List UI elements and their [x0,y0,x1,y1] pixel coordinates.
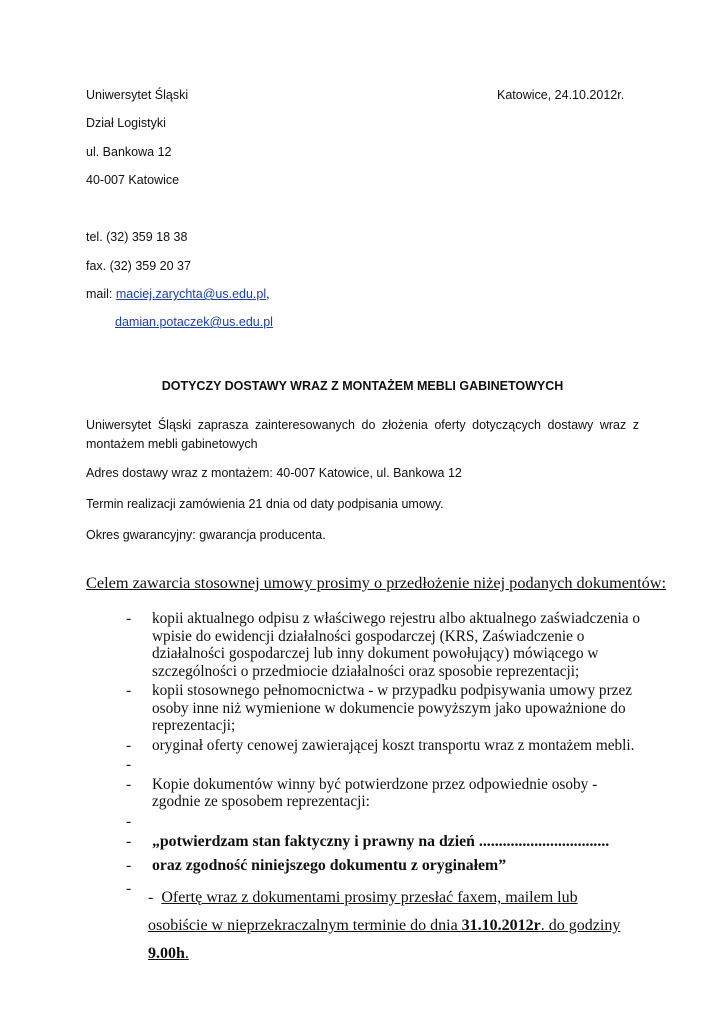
list-item [126,813,646,831]
document-title: DOTYCZY DOSTAWY WRAZ Z MONTAŻEM MEBLI GABINETOWYCH [161,379,564,393]
list-item [126,610,646,680]
final-text [148,889,620,962]
list-item-text: kopii stosownego pełnomocnictwa - w przypadku podpisywania umowy przez osoby inne niż wymienione w dokumencie powyższym jako upoważnione do reprezentacji; [152,682,633,734]
final-deadline-hour: 9.00h [148,945,185,962]
list-item [126,682,646,735]
sender-fax: fax. (32) 359 20 37 [86,259,191,273]
list-dash: - [126,610,132,627]
list-item-text: „potwierdzam stan faktyczny i prawny na dzień ................................. [152,833,610,850]
list-item [126,776,646,811]
final-text-part2: . do godziny [540,917,621,934]
list-item-text: oraz zgodność niniejszego dokumentu z oryginałem” [152,856,507,874]
list-dash: - [126,775,132,793]
sender-street: ul. Bankowa 12 [86,145,172,159]
warranty-line: Okres gwarancyjny: gwarancja producenta. [86,528,326,542]
documents-heading: Celem zawarcia stosownej umowy prosimy o przedłożenie niżej podanych dokumentów: [86,573,667,592]
sender-dept: Dział Logistyki [86,116,166,130]
sender-mail-line [86,287,270,301]
list-item-text: kopii aktualnego odpisu z właściwego rejestru albo aktualnego zaświadczenia o wpisie do ewidencji działalności gospodarczej (KRS, Zaświadczenie o działalności gospodarczej lub inny dokument powołujący) mówiącego w szczególności o przedmiocie działalności oraz sposobie reprezentacji; [152,610,641,680]
final-text-part1: Ofertę wraz z dokumentami prosimy przesłać faxem, mailem lub osobiście w nieprzekraczalnym terminie do dnia [148,889,578,934]
intro-paragraph: Uniwersytet Śląski zaprasza zainteresowanych do złożenia oferty dotyczących dostawy wraz z montażem mebli gabinetowych [86,418,639,451]
list-item-text: oryginał oferty cenowej zawierającej koszt transportu wraz z montażem mebli. [152,736,635,754]
email-link-1[interactable]: maciej.zarychta@us.edu.pl [115,287,267,301]
email-link-2[interactable]: damian.potaczek@us.edu.pl [115,315,273,329]
sender-org: Uniwersytet Śląski [86,88,189,102]
list-item [126,756,646,774]
list-dash: - [126,756,132,773]
final-deadline-date: 31.10.2012r [461,917,541,934]
list-dash: - [126,736,132,754]
address-line: Adres dostawy wraz z montażem: 40-007 Katowice, ul. Bankowa 12 [86,466,462,480]
list-item [126,737,646,755]
final-text-part3: . [184,945,189,962]
list-dash: - [126,682,132,699]
sender-tel: tel. (32) 359 18 38 [86,230,188,244]
list-dash: - [126,833,132,850]
list-item [126,833,646,851]
documents-list [126,610,646,898]
final-instruction [148,884,628,968]
final-dash: - [148,889,154,906]
list-item-text: Kopie dokumentów winny być potwierdzone przez odpowiednie osoby - zgodnie ze sposobem reprezentacji: [152,775,598,810]
place-date: Katowice, 24.10.2012r. [497,88,625,102]
email-separator: , [266,287,270,301]
list-item [126,857,646,875]
sender-mail-line-2 [115,315,273,329]
list-dash: - [126,880,132,897]
list-dash: - [126,812,132,830]
mail-label: mail: [86,287,116,301]
list-dash: - [126,856,132,874]
deadline-line: Termin realizacji zamówienia 21 dnia od daty podpisania umowy. [86,497,444,511]
sender-city: 40-007 Katowice [86,173,180,187]
